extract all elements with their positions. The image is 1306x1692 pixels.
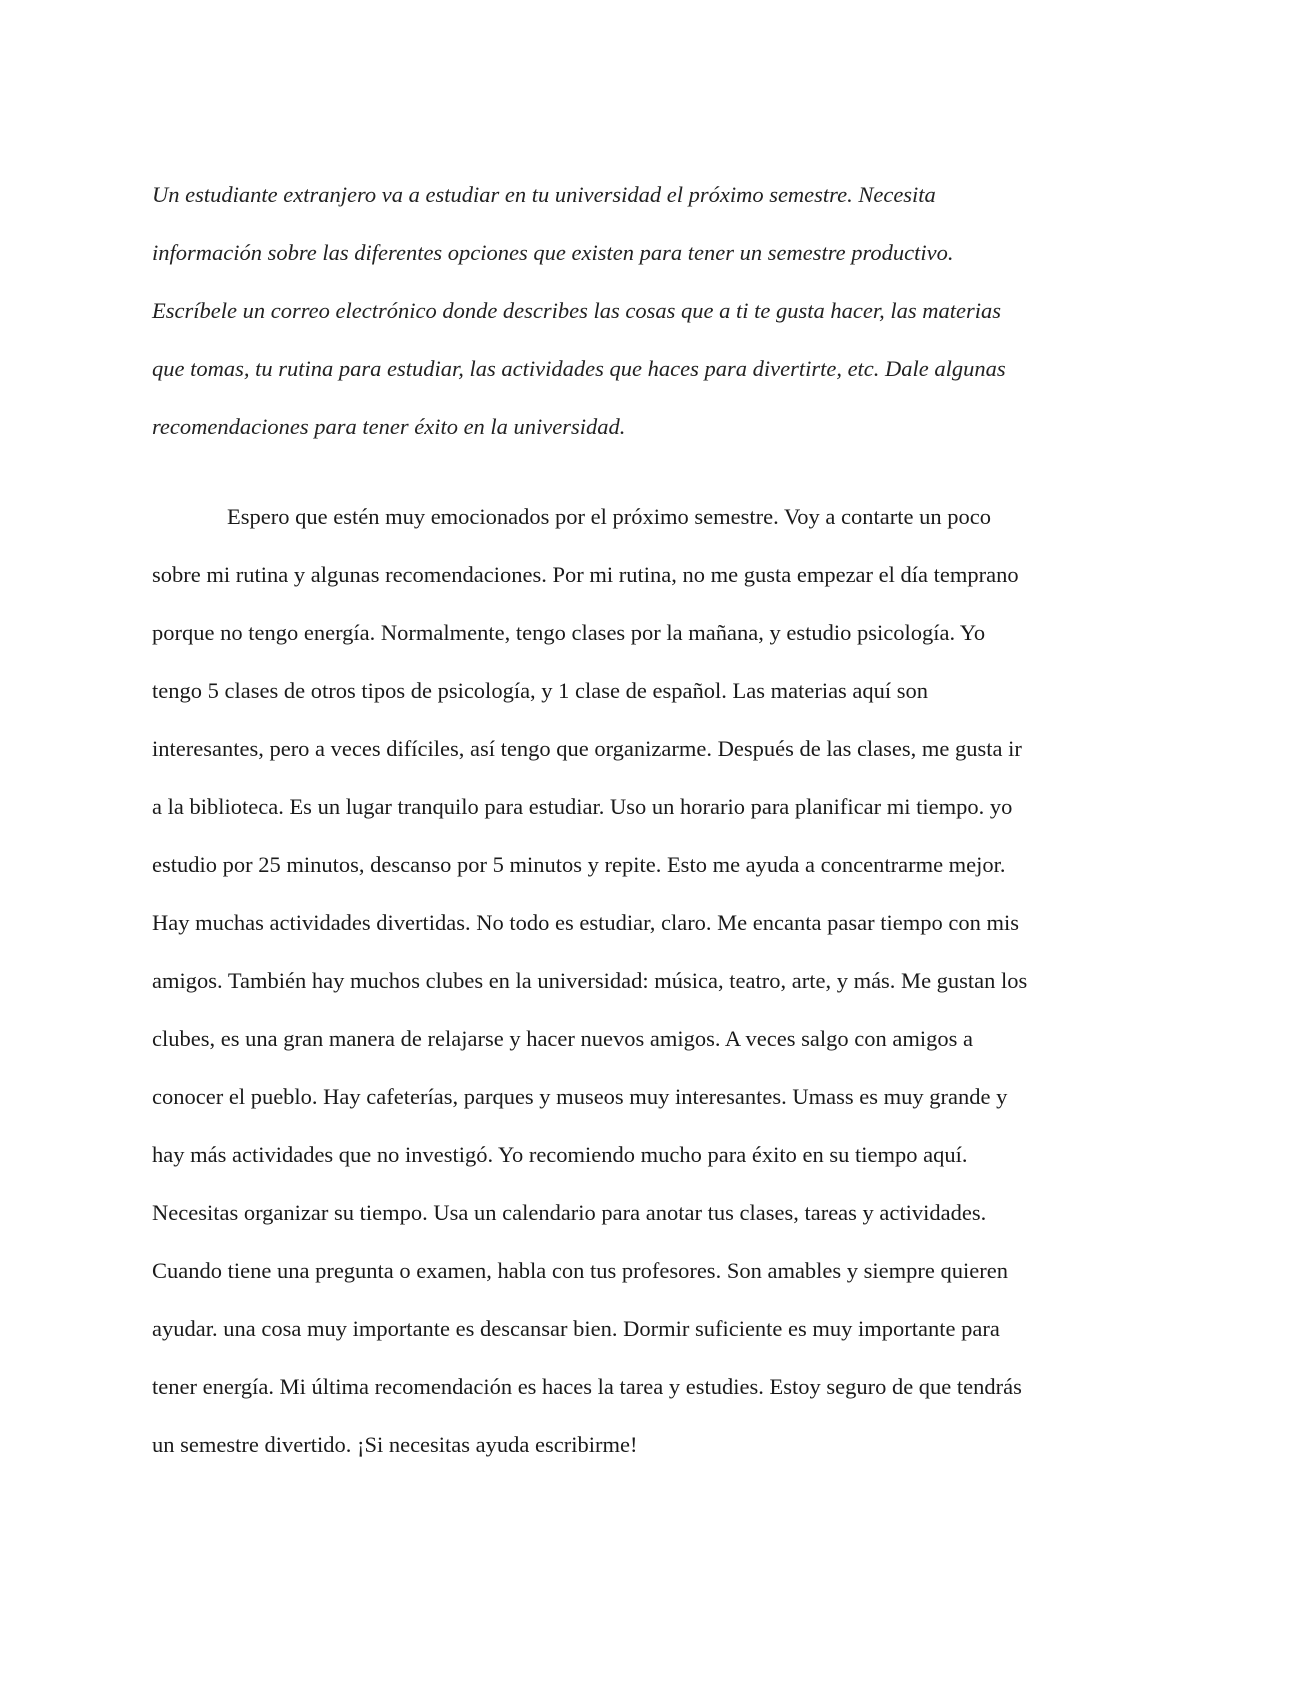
essay-line: clubes, es una gran manera de relajarse y hacer nuevos amigos. A veces salgo con amigos a [152, 1026, 973, 1051]
essay-line: conocer el pueblo. Hay cafeterías, parques y museos muy interesantes. Umass es muy grande y [152, 1084, 1008, 1109]
prompt-line: información sobre las diferentes opciones que existen para tener un semestre productivo. [152, 240, 954, 265]
essay-line: Cuando tiene una pregunta o examen, habla con tus profesores. Son amables y siempre quieren [152, 1258, 1008, 1283]
essay-line: sobre mi rutina y algunas recomendaciones. Por mi rutina, no me gusta empezar el día temprano [152, 562, 1019, 587]
essay-line: un semestre divertido. ¡Si necesitas ayuda escribirme! [152, 1432, 638, 1457]
prompt-line: Un estudiante extranjero va a estudiar en tu universidad el próximo semestre. Necesita [152, 182, 936, 207]
essay-line: porque no tengo energía. Normalmente, tengo clases por la mañana, y estudio psicología. Yo [152, 620, 986, 645]
essay-line: interesantes, pero a veces difíciles, así tengo que organizarme. Después de las clases, me gusta ir [152, 736, 1022, 761]
prompt-line: que tomas, tu rutina para estudiar, las actividades que haces para divertirte, etc. Dale algunas [152, 356, 1006, 381]
essay-line: estudio por 25 minutos, descanso por 5 minutos y repite. Esto me ayuda a concentrarme mejor. [152, 852, 1006, 877]
essay-body [152, 488, 1152, 1474]
essay-line: amigos. También hay muchos clubes en la universidad: música, teatro, arte, y más. Me gustan los [152, 968, 1028, 993]
essay-line: Necesitas organizar su tiempo. Usa un calendario para anotar tus clases, tareas y actividades. [152, 1200, 987, 1225]
essay-line: a la biblioteca. Es un lugar tranquilo para estudiar. Uso un horario para planificar mi tiempo. yo [152, 794, 1013, 819]
essay-line: tener energía. Mi última recomendación es haces la tarea y estudies. Estoy seguro de que tendrás [152, 1374, 1022, 1399]
essay-line: Hay muchas actividades divertidas. No todo es estudiar, claro. Me encanta pasar tiempo con mis [152, 910, 1019, 935]
assignment-prompt [152, 166, 1152, 456]
essay-line: hay más actividades que no investigó. Yo recomiendo mucho para éxito en su tiempo aquí. [152, 1142, 968, 1167]
essay-line: ayudar. una cosa muy importante es descansar bien. Dormir suficiente es muy importante para [152, 1316, 1000, 1341]
prompt-line: Escríbele un correo electrónico donde describes las cosas que a ti te gusta hacer, las materias [152, 298, 1002, 323]
essay-line: tengo 5 clases de otros tipos de psicología, y 1 clase de español. Las materias aquí son [152, 678, 929, 703]
essay-line: Espero que estén muy emocionados por el próximo semestre. Voy a contarte un poco [227, 504, 991, 529]
prompt-line: recomendaciones para tener éxito en la universidad. [152, 414, 626, 439]
